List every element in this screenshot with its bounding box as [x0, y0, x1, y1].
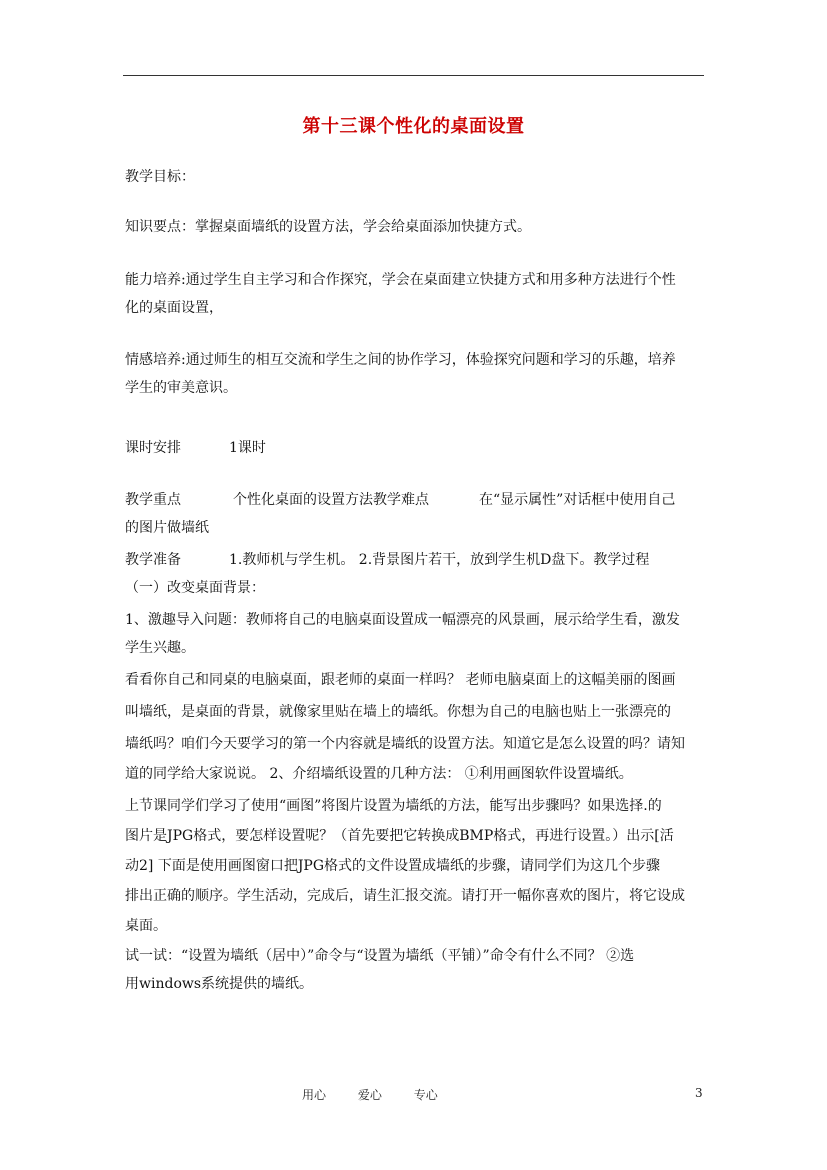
text-line: [125, 486, 710, 514]
text-line: [125, 434, 710, 462]
text-line: 叫墙纸，是桌面的背景，就像家里贴在墙上的墙纸。你想为自己的电脑也贴上一张漂亮的: [125, 704, 671, 720]
text-line: 墙纸吗？咱们今天要学习的第一个内容就是墙纸的设置方法。知道它是怎么设置的吗？请知: [125, 736, 685, 752]
text-line: 1、激趣导入问题：教师将自己的电脑桌面设置成一幅漂亮的风景画，展示给学生看，激发: [125, 612, 680, 628]
footer-motto-3: 专心: [413, 1088, 438, 1102]
label-prep: 教学准备: [125, 552, 181, 568]
text-line: 排出正确的顺序。学生活动，完成后，请生汇报交流。请打开一幅你喜欢的图片，将它设成: [125, 888, 685, 904]
page-title: 第十三课个性化的桌面设置: [302, 116, 525, 137]
footer-motto-2: 爱心: [357, 1088, 382, 1102]
text-line: 教学目标：: [125, 169, 195, 185]
text-line: 情感培养:通过师生的相互交流和学生之间的协作学习，体验探究问题和学习的乐趣，培养: [125, 352, 676, 368]
text-line: 道的同学给大家说说。 2、介绍墙纸设置的几种方法： ①利用画图软件设置墙纸。: [125, 766, 633, 782]
text-line: 桌面。: [125, 918, 167, 934]
footer-motto: [302, 1086, 466, 1103]
footer-motto-1: 用心: [302, 1088, 327, 1102]
text-line: 用windows系统提供的墙纸。: [125, 976, 314, 992]
value-focus: 个性化桌面的设置方法教学难点: [233, 492, 429, 508]
text-line: 看看你自己和同桌的电脑桌面，跟老师的桌面一样吗？ 老师电脑桌面上的这幅美丽的图画: [125, 672, 676, 688]
text-line: 的图片做墙纸: [125, 520, 209, 536]
text-line: 学生兴趣。: [125, 640, 195, 656]
page-number: 3: [695, 1086, 703, 1100]
text-line: 化的桌面设置，: [125, 300, 223, 316]
text-line: 试一试：“设置为墙纸（居中）”命令与“设置为墙纸（平铺）”命令有什么不同？ ②选: [125, 948, 635, 964]
text-line: 知识要点：掌握桌面墙纸的设置方法，学会给桌面添加快捷方式。: [125, 219, 531, 235]
text-line: 学生的审美意识。: [125, 380, 237, 396]
text-line: （一）改变桌面背景：: [125, 580, 265, 596]
text-line: 动2] 下面是使用画图窗口把JPG格式的文件设置成墙纸的步骤，请同学们为这几个步骤: [125, 858, 661, 874]
header-rule: [123, 75, 704, 76]
text-line: [125, 546, 710, 574]
value-prep: 1.教师机与学生机。 2.背景图片若干，放到学生机D盘下。教学过程: [229, 552, 650, 568]
text-line: 图片是JPG格式，要怎样设置呢？（首先要把它转换成BMP格式，再进行设置。）出示[活: [125, 828, 674, 844]
text-line: 上节课同学们学习了使用“画图”将图片设置为墙纸的方法，能写出步骤吗？如果选择.的: [125, 798, 662, 814]
value-difficulty: 在“显示属性”对话框中使用自己: [479, 492, 676, 508]
text-line: 能力培养:通过学生自主学习和合作探究，学会在桌面建立快捷方式和用多种方法进行个性: [125, 272, 676, 288]
label-schedule: 课时安排: [125, 440, 181, 456]
value-schedule: 1课时: [229, 440, 266, 456]
label-focus: 教学重点: [125, 492, 181, 508]
